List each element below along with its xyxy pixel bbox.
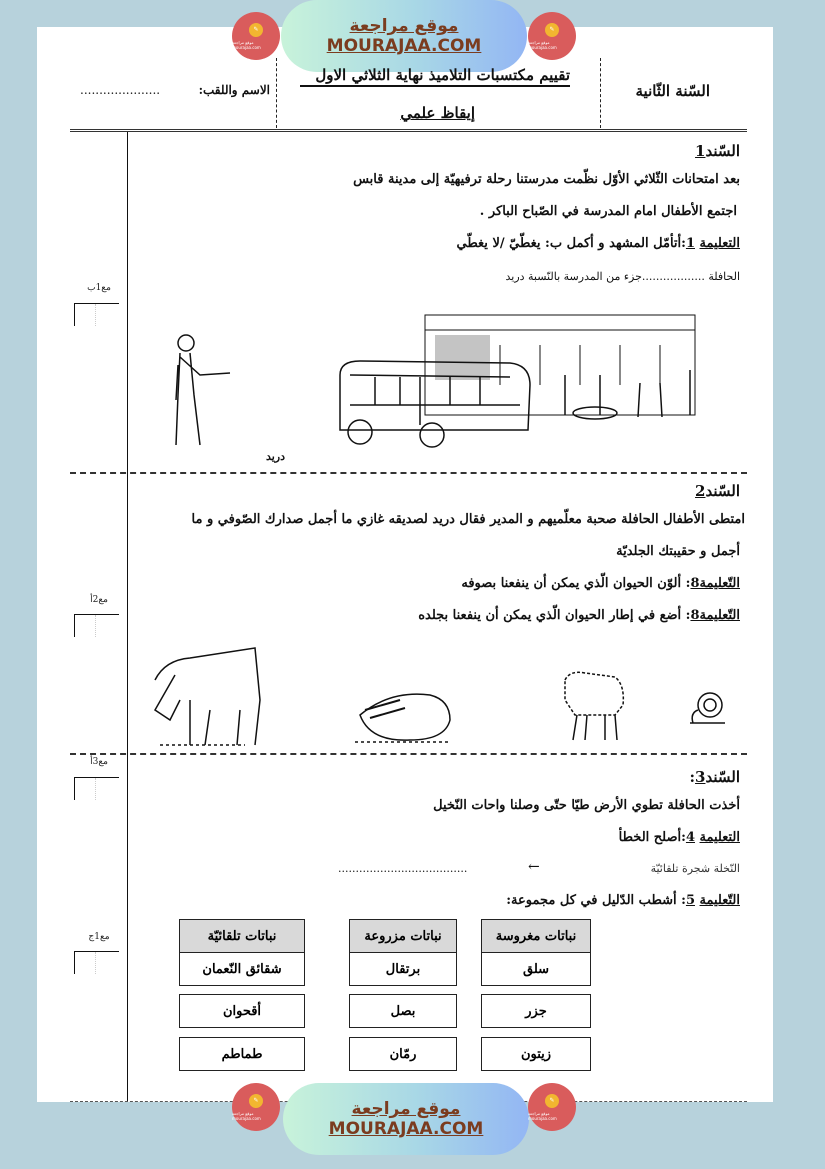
score-label: مع1ب [87,283,111,293]
table-cell[interactable]: طماطم [179,1037,305,1071]
book-logo-icon: ✎ [545,23,559,37]
instruction-5: التّعليمة 5: أشطب الدّليل في كل مجموعة: [506,893,740,908]
correction-field[interactable]: ..................................... [338,862,468,875]
score-box[interactable] [74,614,119,637]
instruction-2: التّعليمة8: ألوّن الحيوان الّذي يمكن أن ينفعنا بصوفه [461,576,740,591]
bus-school-illustration [160,305,700,460]
table-cell[interactable]: أقحوان [179,994,305,1028]
brand-badge-left[interactable]: ✎ موقع مراجعة mourajaa.com [232,1083,280,1131]
table-cell[interactable]: زيتون [481,1037,591,1071]
section-1-text: اجتمع الأطفال امام المدرسة في الصّباح الباكر . [479,204,737,219]
instruction-4: التعليمة 4:أصلح الخطأ [618,830,740,845]
banner-site-link[interactable]: MOURAJAA.COM [328,1119,484,1139]
score-box[interactable] [74,951,119,974]
exam-title: تقييم مكتسبات التلاميذ نهاية الثلاثي الاول [300,66,570,87]
column-header: نباتات مغروسة [481,919,591,953]
header-rule [70,129,747,132]
book-logo-icon: ✎ [249,1094,263,1108]
table-cell[interactable]: رمّان [349,1037,457,1071]
snail-image[interactable] [685,685,730,730]
sheep-image[interactable] [555,665,630,745]
subject-title: إيقاظ علمي [400,104,475,122]
table-cell[interactable]: جزر [481,994,591,1028]
score-box[interactable] [74,777,119,800]
brand-badge-right[interactable]: ✎ موقع مراجعة mourajaa.com [528,12,576,60]
banner-site-link[interactable]: MOURAJAA.COM [326,36,482,56]
rabbit-image[interactable] [350,680,460,750]
book-logo-icon: ✎ [249,23,263,37]
table-cell[interactable]: بصل [349,994,457,1028]
banner-arabic-text: موقع مراجعة [349,16,459,36]
grade-label: السّنة الثّانية [635,82,710,100]
table-cell[interactable]: برتقال [349,952,457,986]
score-label: مع3أ [90,757,108,767]
section-divider [70,753,747,755]
margin-line [127,132,128,1102]
table-cell[interactable]: سلق [481,952,591,986]
column-header: نباتات مزروعة [349,919,457,953]
section-2-text: أجمل و حقيبتك الجلديّة [616,544,740,559]
fill-in-blank-1[interactable]: الحافلة ..................جزء من المدرسة بالنّسبة دريد [505,270,740,283]
section-divider [70,472,747,474]
arrow-left-icon: ← [528,859,540,875]
section-2-title: السّند2 [695,482,740,500]
name-field[interactable]: ..................... [80,83,161,97]
instruction-1: التعليمة 1:أتأمّل المشهد و أكمل ب: يغطّيّ /لا يغطّي [456,236,740,251]
section-2-text: امتطى الأطفال الحافلة صحبة معلّميهم و المدير فقال دريد لصديقه غازي ما أجمل صدارك الصّوفي و ما [191,512,745,527]
instruction-3: التّعليمة8: أضع في إطار الحيوان الّذي يمكن أن ينفعنا بجلده [418,608,740,623]
header-divider [600,58,601,128]
score-box[interactable] [74,303,119,326]
section-3-text: أخذت الحافلة تطوي الأرض طيّا حتّى وصلنا واحات النّخيل [433,798,740,813]
section-1-title: السّند1 [695,142,740,160]
name-label: الاسم واللقب: [198,83,270,97]
cow-image[interactable] [145,640,265,750]
book-logo-icon: ✎ [545,1094,559,1108]
section-3-title: السّند3: [689,768,740,786]
column-header: نباتات تلقائيّة [179,919,305,953]
brand-banner-bottom[interactable] [283,1083,529,1155]
brand-badge-left[interactable]: ✎ موقع مراجعة mourajaa.com [232,12,280,60]
score-label: مع1ج [88,932,110,942]
section-1-text: بعد امتحانات الثّلاثي الأوّل نظّمت مدرستنا رحلة ترفيهيّة إلى مدينة قابس [353,172,740,187]
banner-arabic-text: موقع مراجعة [351,1099,461,1119]
brand-badge-right[interactable]: ✎ موقع مراجعة mourajaa.com [528,1083,576,1131]
score-label: مع2أ [90,595,108,605]
brand-banner-top[interactable] [281,0,527,72]
header-divider [276,58,277,128]
table-cell[interactable]: شقائق النّعمان [179,952,305,986]
image-caption: دريد [265,450,285,463]
wrong-sentence: النّخلة شجرة تلقائيّة [650,862,740,875]
